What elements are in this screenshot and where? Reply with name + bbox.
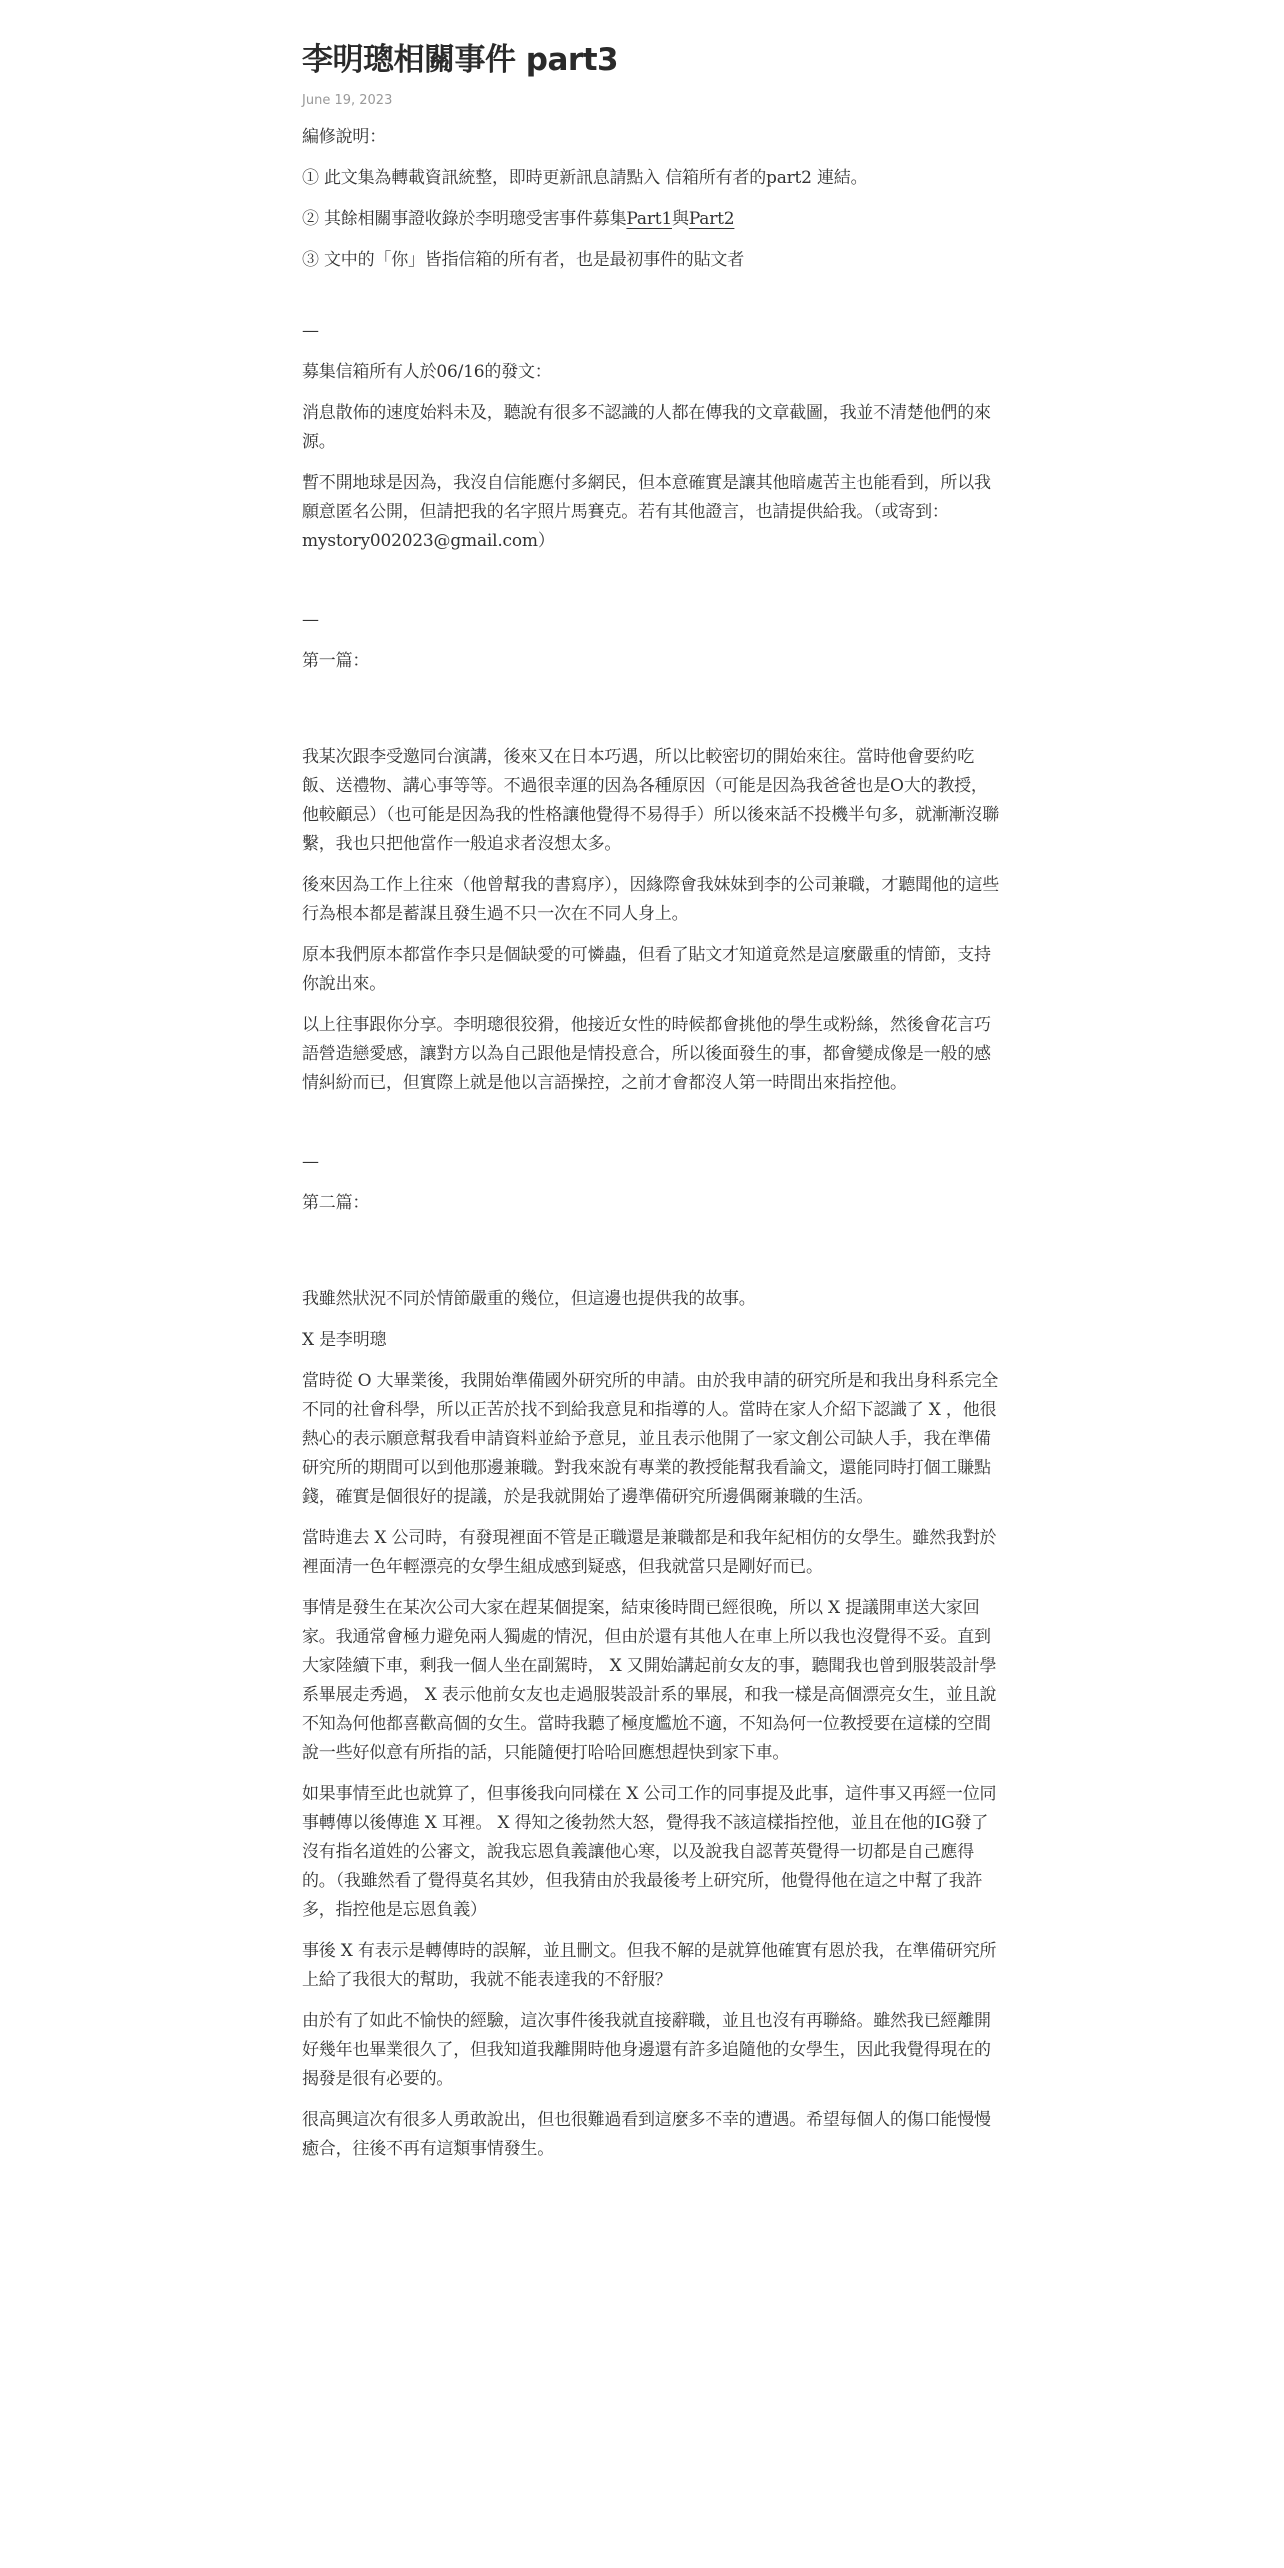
part1-link[interactable]: Part1 (626, 209, 672, 229)
section-heading-part2: 第二篇： (302, 1193, 370, 1213)
owner-post-paragraph: 消息散佈的速度始料未及，聽說有很多不認識的人都在傳我的文章截圖，我並不清楚他們的來源。 (302, 403, 991, 452)
editor-note-1: ① 此文集為轉載資訊統整，即時更新訊息請點入 信箱所有者的part2 連結。 (302, 168, 868, 188)
separator: — (302, 610, 319, 630)
editor-note-3: ③ 文中的「你」皆指信箱的所有者，也是最初事件的貼文者 (302, 250, 745, 270)
editor-note-2-conj: 與 (672, 209, 689, 229)
part1-paragraph: 我某次跟李受邀同台演講，後來又在日本巧遇，所以比較密切的開始來往。當時他會要約吃飯、送禮物、講心事等等。不過很幸運的因為各種原因（可能是因為我爸爸也是O大的教授，他較顧忌）（也可能是因為我的性格讓他覺得不易得手）所以後來話不投機半句多，就漸漸沒聯繫，我也只把他當作一般追求者沒想太多。 (302, 747, 1000, 854)
editor-note-2-text: ② 其餘相關事證收錄於李明璁受害事件募集 (302, 209, 627, 229)
part2-paragraph: 我雖然狀況不同於情節嚴重的幾位，但這邊也提供我的故事。 (302, 1289, 756, 1309)
owner-post-heading: 募集信箱所有人於06/16的發文： (302, 362, 552, 382)
page-title: 李明璁相關事件 part3 (302, 42, 619, 78)
editor-note-2 (302, 205, 1000, 234)
part2-paragraph: 事後 X 有表示是轉傳時的誤解，並且刪文。但我不解的是就算他確實有恩於我，在準備研究所上給了我很大的幫助，我就不能表達我的不舒服？ (302, 1941, 997, 1990)
article (302, 40, 1000, 2176)
part2-paragraph: 事情是發生在某次公司大家在趕某個提案，結束後時間已經很晚，所以 X 提議開車送大家回家。我通常會極力避免兩人獨處的情況，但由於還有其他人在車上所以我也沒覺得不妥。直到大家陸續下車，剩我一個人坐在副駕時， X 又開始講起前女友的事，聽聞我也曾到服裝設計學系畢展走秀過， X 表示他前女友也走過服裝設計系的畢展，和我一樣是高個漂亮女生，並且說不知為何他都喜歡高個的女生。當時我聽了極度尷尬不適，不知為何一位教授要在這樣的空間說一些好似意有所指的話，只能隨便打哈哈回應想趕快到家下車。 (302, 1598, 997, 1763)
separator: — (302, 321, 319, 341)
part2-paragraph: 由於有了如此不愉快的經驗，這次事件後我就直接辭職，並且也沒有再聯絡。雖然我已經離開好幾年也畢業很久了，但我知道我離開時他身邊還有許多追隨他的女學生，因此我覺得現在的揭發是很有必要的。 (302, 2011, 991, 2089)
part2-paragraph: 當時進去 X 公司時，有發現裡面不管是正職還是兼職都是和我年紀相仿的女學生。雖然我對於裡面清一色年輕漂亮的女學生組成感到疑惑，但我就當只是剛好而已。 (302, 1528, 997, 1577)
owner-post-paragraph: 暫不開地球是因為，我沒自信能應付多網民，但本意確實是讓其他暗處苦主也能看到，所以我願意匿名公開，但請把我的名字照片馬賽克。若有其他證言，也請提供給我。（或寄到：mystory002023@gmail.com） (302, 473, 991, 551)
spacer (302, 688, 1000, 743)
section-heading-part1: 第一篇： (302, 651, 370, 671)
part1-paragraph: 原本我們原本都當作李只是個缺愛的可憐蟲，但看了貼文才知道竟然是這麼嚴重的情節，支持你說出來。 (302, 945, 991, 994)
part2-paragraph: 如果事情至此也就算了，但事後我向同樣在 X 公司工作的同事提及此事，這件事又再經一位同事轉傳以後傳進 X 耳裡。 X 得知之後勃然大怒，覺得我不該這樣指控他，並且在他的IG發了沒有指名道姓的公審文，說我忘恩負義讓他心寒，以及說我自認菁英覺得一切都是自己應得的。（我雖然看了覺得莫名其妙，但我猜由於我最後考上研究所，他覺得他在這之中幫了我許多，指控他是忘恩負義） (302, 1784, 997, 1920)
separator: — (302, 1152, 319, 1172)
part2-paragraph: 很高興這次有很多人勇敢說出，但也很難過看到這麼多不幸的遭遇。希望每個人的傷口能慢慢癒合，往後不再有這類事情發生。 (302, 2110, 991, 2159)
part1-paragraph: 以上往事跟你分享。李明璁很狡猾，他接近女性的時候都會挑他的學生或粉絲，然後會花言巧語營造戀愛感，讓對方以為自己跟他是情投意合，所以後面發生的事，都會變成像是一般的感情糾紛而已，但實際上就是他以言語操控，之前才會都沒人第一時間出來指控他。 (302, 1015, 991, 1093)
part1-paragraph: 後來因為工作上往來（他曾幫我的書寫序），因緣際會我妹妹到李的公司兼職，才聽聞他的這些行為根本都是蓄謀且發生過不只一次在不同人身上。 (302, 875, 1000, 924)
post-date: June 19, 2023 (302, 93, 393, 108)
spacer (302, 1230, 1000, 1285)
editor-heading: 編修說明： (302, 127, 386, 147)
part2-paragraph: 當時從 O 大畢業後，我開始準備國外研究所的申請。由於我申請的研究所是和我出身科系完全不同的社會科學，所以正苦於找不到給我意見和指導的人。當時在家人介紹下認識了 X ，他很熱心的表示願意幫我看申請資料並給予意見，並且表示他開了一家文創公司缺人手，我在準備研究所的期間可以到他那邊兼職。對我來說有專業的教授能幫我看論文，還能同時打個工賺點錢，確實是個很好的提議，於是我就開始了邊準備研究所邊偶爾兼職的生活。 (302, 1371, 999, 1507)
part2-link[interactable]: Part2 (688, 209, 735, 229)
part2-paragraph: X 是李明璁 (302, 1330, 387, 1350)
